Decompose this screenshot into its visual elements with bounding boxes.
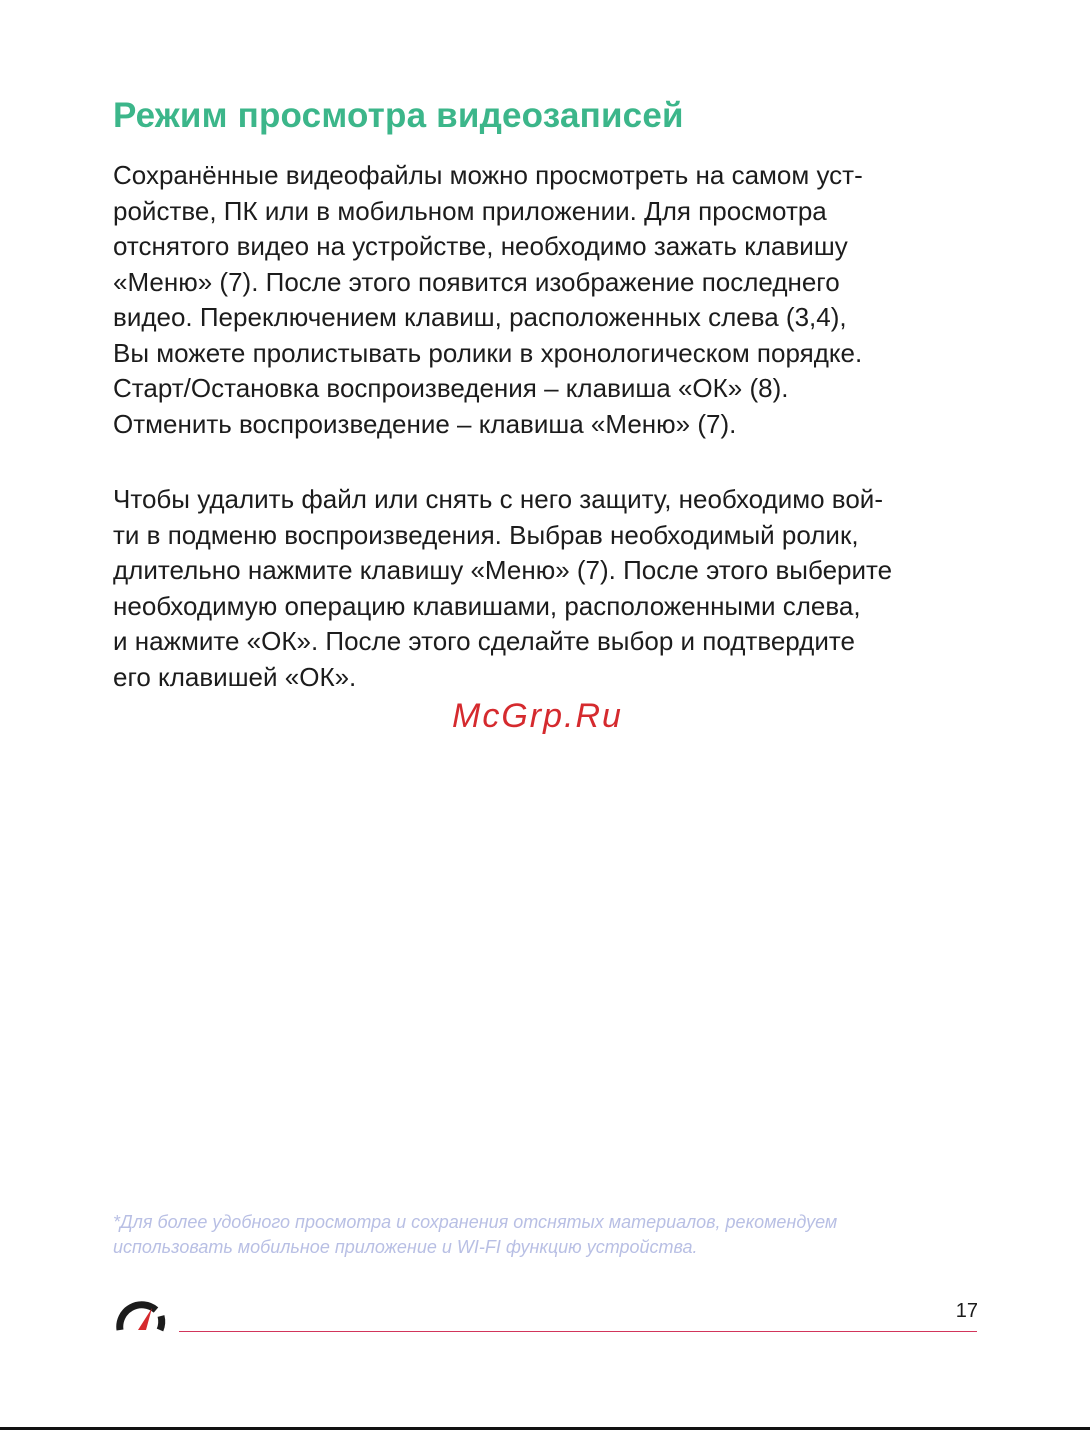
paragraph-line: Сохранённые видеофайлы можно просмотреть на самом уст- [113,160,863,190]
paragraph-line: Вы можете пролистывать ролики в хронологическом порядке. [113,337,863,368]
footnote-line: использовать мобильное приложение и WI-FI функцию устройства. [113,1237,698,1257]
page-number: 17 [955,1300,978,1322]
paragraph-line: ти в подменю воспроизведения. Выбрав необходимый ролик, [113,519,859,550]
paragraph-line: видео. Переключением клавиш, расположенных слева (3,4), [113,302,847,332]
footer-divider [179,1331,977,1332]
paragraph-line: его клавишей «ОК». [113,661,357,692]
footnote [113,1210,837,1260]
paragraph-line: необходимую операцию клавишами, расположенными слева, [113,590,861,621]
footnote-line: *Для более удобного просмотра и сохранения отснятых материалов, рекомендуем [113,1212,838,1232]
page-title: Режим просмотра видеозаписей [113,96,684,135]
paragraph-line: отснятого видео на устройстве, необходимо зажать клавишу [113,231,848,261]
paragraph-line: Отменить воспроизведение – клавиша «Меню» (7). [113,408,737,439]
paragraph-line: и нажмите «ОК». После этого сделайте выбор и подтвердите [113,626,855,656]
playback-instructions-paragraph [113,158,863,442]
paragraph-line: Чтобы удалить файл или снять с него защиту, необходимо вой- [113,484,883,514]
paragraph-line: ройстве, ПК или в мобильном приложении. Для просмотра [113,195,827,226]
paragraph-line: длительно нажмите клавишу «Меню» (7). После этого выберите [113,555,893,585]
speedometer-logo-icon [112,1296,168,1334]
paragraph-line: Старт/Остановка воспроизведения – клавиша «ОК» (8). [113,373,789,403]
paragraph-line: «Меню» (7). После этого появится изображение последнего [113,266,840,297]
delete-protect-instructions-paragraph [113,482,892,695]
watermark-text: McGrp.Ru [452,697,623,735]
